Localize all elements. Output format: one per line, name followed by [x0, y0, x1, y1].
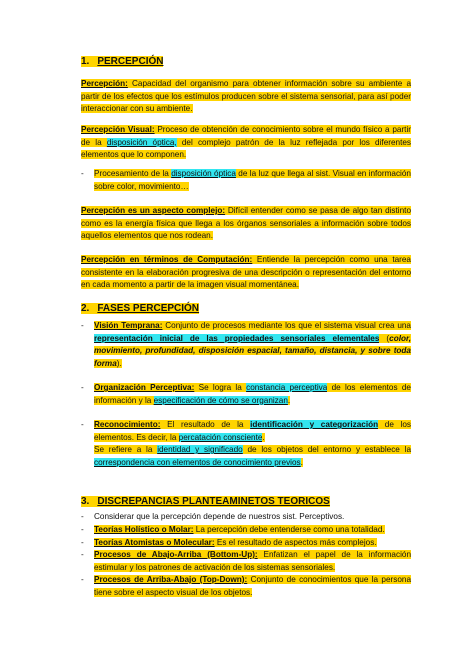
- percatacion-highlight: percatación consciente: [178, 432, 263, 442]
- bullet-dash: -: [81, 383, 84, 392]
- item-text: Enfatizan el papel de la información estimular y los patrones de activación de los sistemas sensoriales.: [94, 550, 411, 572]
- section-2-number: 2.: [81, 303, 90, 314]
- percepcion-visual-text-b: del complejo patrón de la luz reflejada por los diferentes elementos que lo componen.: [81, 137, 412, 159]
- reconocimiento-text-5: de los objetos del entorno y establece la: [242, 445, 411, 454]
- percepcion-term: Percepción:: [81, 79, 128, 88]
- identidad-highlight: identidad y significado: [157, 445, 243, 454]
- reconocimiento-term: Reconocimiento:: [94, 420, 161, 429]
- section-3-heading: [81, 495, 330, 509]
- disposicion-optica-highlight: disposición óptica,: [106, 137, 177, 147]
- bullet-dash: -: [81, 525, 84, 534]
- item-text: Es el resultado de aspectos más complejos.: [214, 538, 377, 547]
- bullet-dash: -: [81, 550, 84, 559]
- item-text: La percepción debe entenderse como una totalidad.: [193, 525, 385, 534]
- vision-temprana-text-1: Conjunto de procesos mediante los que el sistema visual crea una: [162, 321, 411, 330]
- propiedades-list: color, movimiento, profundidad, disposición espacial, tamaño, distancia, y sobre toda forma: [94, 333, 411, 368]
- vision-temprana-text-3: ).: [116, 358, 122, 368]
- especificacion-highlight: especificación de cómo se organizan: [153, 395, 288, 405]
- vision-temprana-text-2: (: [379, 333, 390, 343]
- procesamiento-text-b: de la luz que llega al sist. Visual en información sobre color, movimiento…: [94, 169, 411, 191]
- organizacion-perceptiva-term: Organización Perceptiva:: [94, 383, 195, 392]
- reconocimiento-text-6: .: [300, 457, 303, 467]
- reconocimiento-text-3: .: [262, 432, 265, 442]
- percepcion-computacion-term: Percepción en términos de Computación:: [81, 255, 253, 264]
- item-term: Teorías Holístico o Molar:: [94, 525, 194, 534]
- section-3-number: 3.: [81, 496, 90, 507]
- bullet-dash: -: [81, 538, 84, 547]
- percepcion-compleja-term: Percepción es un aspecto complejo:: [81, 206, 226, 215]
- bullet-dash: -: [81, 575, 84, 584]
- section-1-number: 1.: [81, 56, 90, 67]
- procesamiento-text-a: Procesamiento de la: [94, 169, 172, 178]
- reconocimiento-text-2: de los elementos. Es decir, la: [94, 420, 411, 442]
- item-text: Considerar que la percepción depende de nuestros sist. Perceptivos.: [94, 512, 345, 521]
- section-2-title: FASES PERCEPCIÓN: [97, 303, 200, 314]
- percepcion-definition: [81, 78, 411, 116]
- percepcion-visual-text-a: Proceso de obtención de conocimiento sobre el mundo físico a partir de la: [81, 125, 411, 147]
- percepcion-compleja-text: Difícil entender como se pasa de algo tan distinto como es la energía física que llega a los órganos sensoriales a información sobre todos aquellos elementos que nos rodean.: [81, 206, 412, 240]
- disposicion-optica-highlight-2: disposición óptica: [171, 169, 236, 178]
- constancia-perceptiva-highlight: constancia perceptiva: [246, 383, 328, 392]
- identificacion-highlight: identificación y categorización: [250, 420, 379, 429]
- bullet-dash: -: [81, 321, 84, 330]
- reconocimiento-text-4: Se refiere a la: [94, 445, 158, 454]
- organizacion-text-1: Se logra la: [194, 383, 247, 392]
- item-term: Teorías Atomistas o Molecular:: [94, 538, 215, 547]
- item-text: Conjunto de conocimientos que la persona tiene sobre el aspecto visual de los objetos.: [94, 575, 411, 597]
- organizacion-text-2: de los elementos de información y la: [94, 383, 411, 405]
- percepcion-compleja-paragraph: [81, 205, 411, 243]
- reconocimiento-text-1: El resultado de la: [160, 420, 251, 429]
- bullet-dash: -: [81, 512, 84, 521]
- item-term: Procesos de Abajo-Arriba (Bottom-Up):: [94, 550, 258, 559]
- section-2-heading: [81, 302, 199, 316]
- correspondencia-highlight: correspondencia con elementos de conocimiento previos: [94, 457, 301, 467]
- representacion-inicial-highlight: representación inicial de las propiedades sensoriales elementales: [94, 333, 380, 343]
- percepcion-visual-term: Percepción Visual:: [81, 125, 155, 134]
- percepcion-text: Capacidad del organismo para obtener información sobre su ambiente a partir de los efectos que los estímulos producen sobre el sistema sensorial, para así poder interaccionar con su ambiente.: [81, 79, 411, 113]
- percepcion-computacion-text: Entiende la percepción como una tarea consistente en la elaboración progresiva de una descripción o representación del entorno en cada momento a partir de la imagen visual momentánea.: [81, 255, 411, 289]
- organizacion-text-3: .: [287, 395, 291, 405]
- percepcion-computacion-paragraph: [81, 254, 411, 292]
- bullet-dash: -: [81, 420, 84, 429]
- bullet-dash: -: [81, 169, 84, 178]
- percepcion-visual-definition: [81, 124, 411, 162]
- item-term: Procesos de Arriba-Abajo (Top-Down):: [94, 575, 248, 584]
- section-1-title: PERCEPCIÓN: [97, 56, 164, 67]
- vision-temprana-term: Visión Temprana:: [94, 321, 163, 330]
- section-1-heading: [81, 55, 163, 69]
- section-3-title: DISCREPANCIAS PLANTEAMINETOS TEORICOS: [97, 496, 330, 507]
